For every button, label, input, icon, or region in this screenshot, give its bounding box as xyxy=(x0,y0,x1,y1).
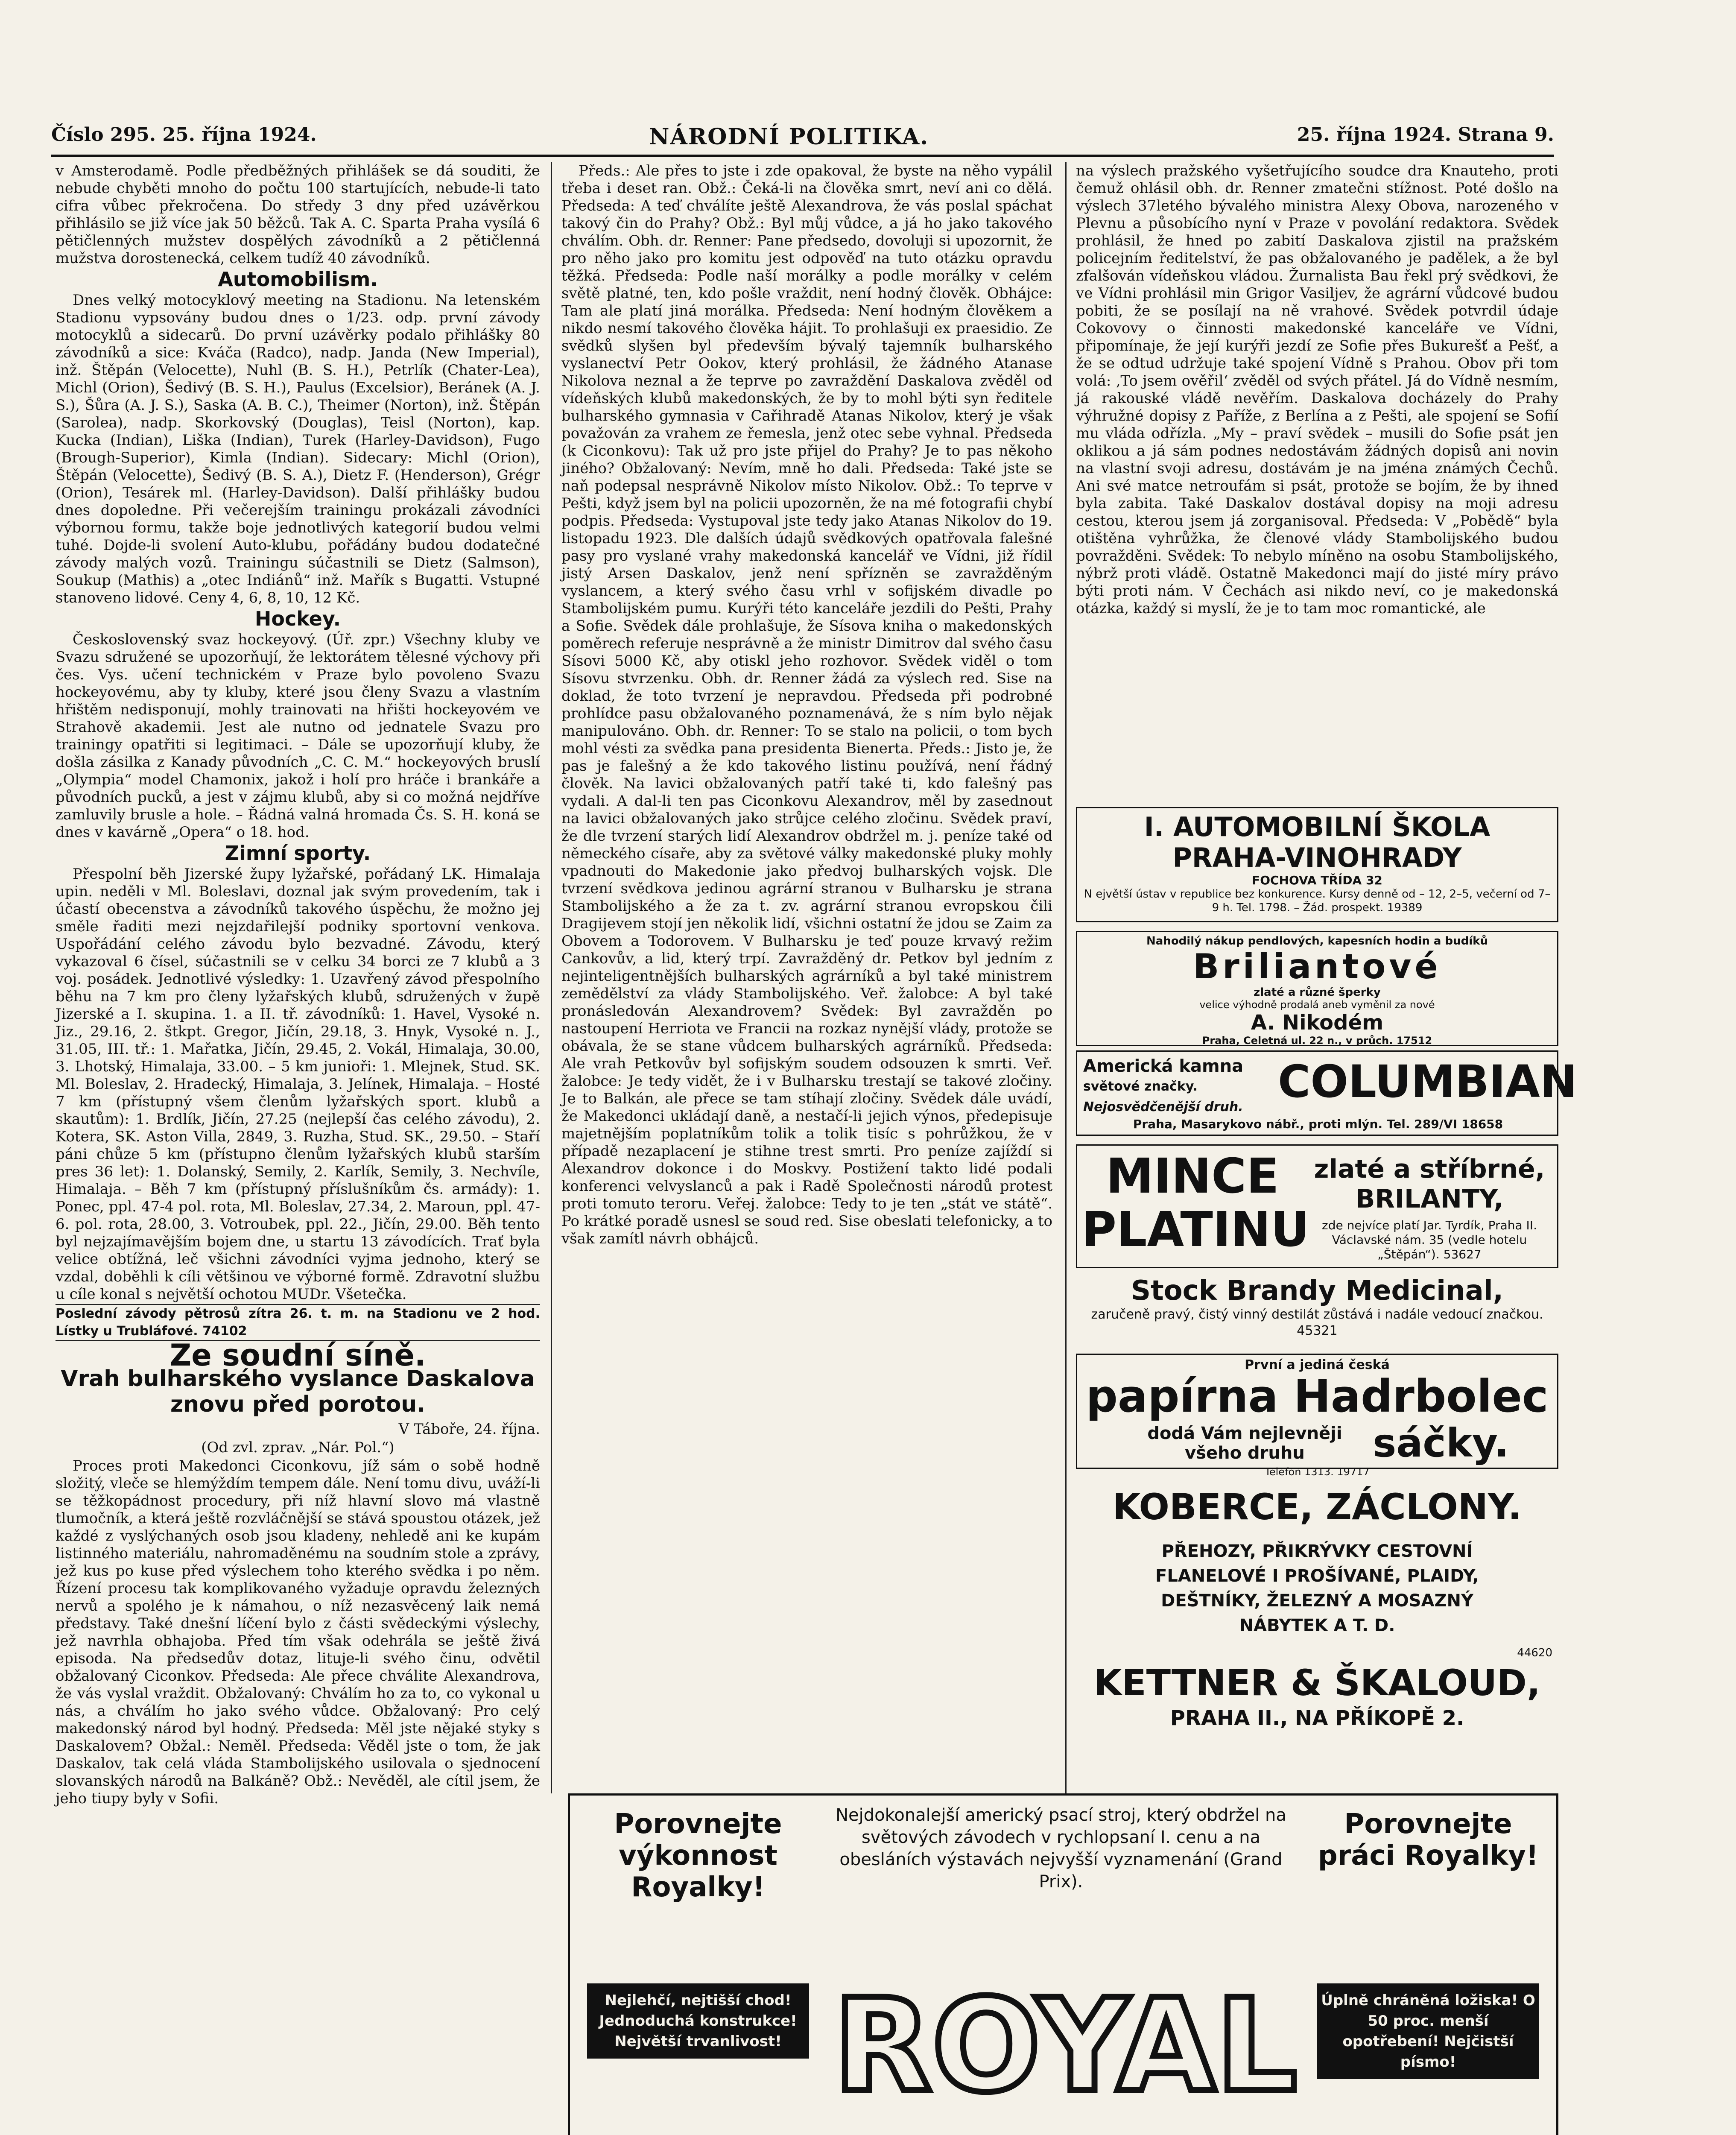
court-title: Vrah bulharského vyslance Daskalova znovu před porotou. xyxy=(61,1366,535,1417)
ad-text: zlaté a různé šperky xyxy=(1254,986,1381,999)
court-article: Proces proti Makedonci Ciconkovu, jíž sám o sobě hodně složitý, vleče se hlemýždím tempem dále. Není tomu divu, uváží-li se těžkopádnost procedury, při níž hlavní slovo má vlastně tlumočník, a která ještě rozvláčnější se stává spoustou otázek, jež každé z vyslýchaných osob jsou kladeny, nehledě ani ke kupám listinného materiálu, nahromaděnému na soudním stole a zprávy, jež kus po kuse před výslechem toho kterého svědka i po něm. Řízení procesu tak komplikovaného vyžaduje opravdu železných nervů a spolého je k námahou, o níž nezasvěcený laik nemá představy. Také dnešní líčení bylo z části svědeckými výslechy, jež navrhla obhajoba. Před tím však odehrála se ještě živá episoda. Na předsedův dotaz, lituje-li svého činu, odvětil obžalovaný Ciconkov. Předseda: Ale přece chválite Alexandrova, že vás vyslal vraždit. Obžalovaný: Chválím ho za to, co vykonal u nás, a chválím ho jako svého vůdce. Obžalovaný: Pro celý makedonský národ byl hodný. Předseda: Měl jste nějaké styky s Daskalovem? Obžal.: Neměl. Předseda: Věděl jste o tom, že jak Daskalov, tak celá vláda Stambolijského usilovala o sjednocení slovanských národů na Balkáně? Obž.: Nevěděl, ale cítil jsem, že jeho tiupy byly v Sofii. xyxy=(56,1457,540,1807)
issue-number: Číslo 295. 25. října 1924. xyxy=(51,124,317,146)
royal-logo xyxy=(809,1962,1321,2133)
ad-title: KOBERCE, ZÁCLONY. xyxy=(1113,1486,1522,1528)
ad-title: I. AUTOMOBILNÍ ŠKOLA PRAHA-VINOHRADY xyxy=(1144,811,1491,873)
ad-text: Nahodilý nákup pendlových, kapesních hodin a budíků xyxy=(1146,935,1488,948)
header-rule xyxy=(51,155,1554,157)
ad-firm: A. Nikodém xyxy=(1251,1011,1384,1035)
royal-logo-text: ROYAL xyxy=(833,1971,1298,2120)
ad-text: zde nejvíce platí Jar. Tyrdík, Praha II. Václavské nám. 35 (vedle hotelu „Štěpán“). 53627 xyxy=(1322,1218,1537,1261)
ad-brandy xyxy=(1076,1272,1558,1349)
ad-address: Praha, Masarykovo nábř., proti mlýn. Tel. 289/VI 18658 xyxy=(1133,1117,1503,1131)
motorcycle-article: Dnes velký motocyklový meeting na Stadionu. Na letenském Stadionu vypsovány budou dnes o 1/23. odp. první závody motocyklů a sidecarů. Do první uzávěrky podalo přihlášky 80 závodníků a sice: Kváča (Radco), nadp. Janda (New Imperial), inž. Štěpán (Velocette), Nuhl (B. S. H.), Petrlík (Chater-Lea), Michl (Orion), Šedivý (B. S. H.), Paulus (Excelsior), Beránek (A. J. S.), Šůra (A. J. S.), Saska (A. B. C.), Theimer (Norton), inž. Štěpán (Sarolea), nadp. Skorkovský (Douglas), Teisl (Norton), kap. Kucka (Indian), Liška (Indian), Turek (Harley-Davidson), Fugo (Brough-Superior), Kimla (Indian). Sidecary: Michl (Orion), Štěpán (Velocette), Šedivý (B. S. A.), Dietz F. (Henderson), Grégr (Orion), Tesárek ml. (Harley-Davidson). Další přihlášky budou dnes dopoledne. Při večerejším trainingu prokázali závodníci výbornou formu, takže boje jednotlivých kategorií budou velmi tuhé. Dojde-li svolení Auto-klubu, pořádány budou dodatečné závody malých vozů. Trainingu súčastnili se Dietz (Salmson), Soukup (Mathis) a „otec Indiánů“ inž. Mařík s Bugatti. Vstupné stanoveno lidové. Ceny 4, 6, 8, 10, 12 Kč. xyxy=(56,292,540,606)
ad-papirna xyxy=(1076,1354,1558,1478)
notice: Poslední závody pětrosů zítra 26. t. m. na Stadionu ve 2 hod. Lístky u Trubláfové. 74102 xyxy=(56,1304,540,1341)
hockey-article: Československý svaz hockeyový. (Úř. zpr.) Všechny kluby ve Svazu sdružené se upozorňují, že lektorátem tělesné výchovy při čes. Vys. učení technickém v Praze bylo povoleno Svazu hockeyovému, aby ty kluby, které jsou členy Svazu a vlastním hřištěm nedisponují, mohly trainovati na hřišti hockeyovém ve Strahově akademii. Jest ale nutno od jednatele Svazu pro trainingy opatřiti si legitimaci. – Dále se upozorňují kluby, že došla zásilka z Kanady původních „C. C. M.“ hockeyových bruslí „Olympia“ model Chamonix, jakož i holí pro hráče i brankáře a původních pucků, a jest v zájmu klubů, aby si co možná nejdříve zamluvily brusle a hole. – Řádná valná hromada Čs. S. H. koná se dnes v kavárně „Opera“ o 18. hod. xyxy=(56,631,540,841)
ad-address: FOCHOVA TŘÍDA 32 xyxy=(1252,873,1382,887)
column-1 xyxy=(56,162,540,2135)
page-header xyxy=(51,124,1554,154)
masthead: NÁRODNÍ POLITIKA. xyxy=(649,124,929,150)
section-heading: Automobilism. xyxy=(218,268,378,291)
ad-text: Americká kamna xyxy=(1083,1056,1244,1076)
column-3 xyxy=(1076,162,1558,760)
column-2 xyxy=(561,162,1052,1810)
section-heading: Hockey. xyxy=(254,607,341,630)
ad-title: KETTNER & ŠKALOUD, xyxy=(1094,1662,1540,1704)
ad-title: sáčky. xyxy=(1373,1420,1509,1466)
ad-address: PRAHA II., NA PŘÍKOPĚ 2. xyxy=(1170,1706,1464,1730)
ad-text: PŘEHOZY, PŘIKRÝVKY CESTOVNÍ FLANELOVÉ I PROŠÍVANÉ, PLAIDY, DEŠTNÍKY, ŽELEZNÝ A MOSAZNÝ NÁBYTEK A T. D. xyxy=(1155,1541,1479,1635)
ad-text: Nejdokonalejší americký psací stroj, který obdržel na světových závodech v rychlopsaní I. cenu a na obesláních výstavách nejvyšší vyznamenání (Grand Prix). xyxy=(836,1805,1286,1892)
ad-autoschool xyxy=(1076,807,1558,922)
marathon-article: v Amsterodamě. Podle předběžných přihlášek se dá souditi, že nebude chyběti mnoho do počtu 100 startujících, nebude-li tato cifra vůbec překročena. Do středy 3 dny před uzávěrkou přihlásilo se již více jak 50 běžců. Tak A. C. Sparta Praha vysílá 6 pětičlenných mužstev dospělých závodníků a 2 pětičlenná mužstva dorostenecká, celkem tudíž 40 závodníků. xyxy=(56,162,540,267)
ad-text: Nejosvědčenější druh. xyxy=(1083,1100,1243,1114)
ad-feature-box: Nejlehčí, nejtišší chod! Jednoduchá konstrukce! Největší trvanlivost! xyxy=(587,1983,809,2059)
ad-text: N ejvětší ústav v republice bez konkurence. Kursy denně od – 12, 2–5, večerní od 7–9 h. Tel. 1798. – Žád. prospekt. 19389 xyxy=(1084,888,1551,914)
ad-title: papírna Hadrbolec xyxy=(1086,1370,1549,1422)
ad-text: dodá Vám nejlevněji všeho druhu xyxy=(1147,1423,1342,1463)
section-heading: Zimní sporty. xyxy=(225,842,371,865)
ad-text: velice výhodně prodalá aneb vyměnil za nové xyxy=(1199,999,1435,1011)
ad-code: 44620 xyxy=(1517,1647,1552,1659)
ad-columbian xyxy=(1076,1050,1577,1136)
date-page: 25. října 1924. Strana 9. xyxy=(1297,124,1554,146)
ad-address: Praha, Celetná ul. 22 n., v průch. 17512 xyxy=(1202,1035,1432,1047)
court-article-continued: na výslech pražského vyšetřujícího soudce dra Knauteho, proti čemuž ohlásil obh. dr. Renner zmatečni stížnost. Poté došlo na výslech 37letého bývalého ministra Alexy Obova, narozeného v Plevnu a působícího nyní v Praze v povolání redaktora. Svědek prohlásil, že hned po zabití Daskalova zjistil na pražském policejním ředitelství, že pas obžalovaného je padělek, a že byl zfalšován vídeňskou vládou. Žurnalista Bau řekl prý svědkovi, že ve Vídni prohlásil min Grigor Vasiljev, že agrární vůdcové budou pobiti, že se posílají na ně vrahové. Svědek potvrdil údaje Cokovovy o činnosti makedonské kanceláře ve Vídni, připomínaje, že její kurýři jezdí ze Sofie přes Bukurešť a Pešť, a že se odtud udržuje také spojení Vídně s Prahou. Obov při tom volá: ‚To jsem ověřil‘ zvěděl od svých přátel. Já do Vídně nesmím, já rakouské vládě nevěřím. Daskalova docházely do Prahy výhružné dopisy z Paříže, z Berlína a z Pešti, ale spojení se Sofií mu vláda odřízla. „My – praví svědek – musili do Sofie psát jen oklikou a já sám podnes nedostávám žádných dopisů ani novin na vlastní svoji adresu, dostávám je na jména známých Čechů. Ani své matce netroufám si psát, protože se bojím, že by ihned byla zabita. Také Daskalov dostával dopisy na moji adresu cestou, kterou jsem já zorganisoval. Předseda: V „Pobědě“ byla otištěna vyhrůžka, že členové vlády Stambolijského budou povražděni. Svědek: To nebylo míněno na osobu Stambolijského, nýbrž proti vládě. Ostatně Makedonci mají do jisté míry právo býti proti nám. V Čechách asi nikdo neví, co je makedonská otázka, každý si myslí, že je to tam moc romantické, ale xyxy=(1076,162,1558,617)
ad-title: Stock Brandy Medicinal, xyxy=(1131,1275,1504,1307)
ad-text: První a jediná česká xyxy=(1245,1357,1390,1372)
dateline: V Táboře, 24. října. xyxy=(398,1421,540,1438)
ad-text: Telefon 1313. 19717 xyxy=(1265,1466,1370,1478)
ad-feature-box: Úplně chráněná ložiska! O 50 proc. menší opotřebení! Nejčistší písmo! xyxy=(1317,1983,1539,2079)
ad-heading: Porovnejte výkonnost Royalky! xyxy=(614,1808,782,1903)
ad-title: MINCE PLATINU xyxy=(1081,1149,1310,1258)
ad-title: Briliantové xyxy=(1193,947,1441,986)
ski-article: Přespolní běh Jizerské župy lyžařské, pořádaný LK. Himalaja upin. neděli v Ml. Boleslavi, doznal jak svým provedením, tak i účastí obecenstva a závodníků takového úspěchu, že možno jej směle řaditi mezi nejzdařilejší podniky sportovní venkova. Uspořádání celého závodu bylo bezvadné. Závodu, který vykazoval 6 čísel, súčastnili se v celku 34 borci ze 7 klubů a 3 voj. posádek. Jednotlivé výsledky: 1. Uzavřený závod přespolního běhu na 7 km pro členy lyžařských klubů, sdružených v župě Jizerské a I. skupina. 1. a II. tř. závodníků: 1. Havel, Vysoké n. Jiz., 29.16, 2. štkpt. Gregor, Jičín, 29.18, 3. Hnyk, Vysoké n. J., 31.05, III. tř.: 1. Mařatka, Jičín, 29.45, 2. Vokál, Himalaja, 30.00, 3. Lhotský, Himalaja, 33.00. – 5 km junioři: 1. Mlejnek, Stud. SK. Ml. Boleslav, 2. Hradecký, Himalaja, 3. Jelínek, Himalaja. – Hosté 7 km (přístupný všem členům lyžařských sport. klubů a skautům): 1. Brdlík, Jičín, 27.25 (nejlepší čas celého závodu), 2. Kotera, SK. Aston Villa, 2849, 3. Ruzha, Stud. SK., 29.50. – Staří páni chůze 5 km (přístupno členům lyžařských klubů starším pres 36 let): 1. Dolanský, Semily, 2. Karlík, Semily, 3. Nechvíle, Himalaja. – Běh 7 km (přístupný příslušníkům čs. armády): 1. Ponec, ppl. 47-4 pol. rota, Ml. Boleslav, 27.34, 2. Maroun, ppl. 47-6. pol. rota, 28.00, 3. Votroubek, ppl. 22., Jičín, 29.00. Běh tento byl nejzajímavějším bojem dne, u startu 13 závodících. Trať byla velice obtížná, leč všichni závodníci vyjma jednoho, který se vzdal, doběhli k cíli většinou ve výborné formě. Zdravotní službu u cíle konal s největší ochotou MUDr. Všetečka. xyxy=(56,866,540,1303)
ad-briliant xyxy=(1076,931,1558,1046)
ad-text: světové značky. xyxy=(1083,1079,1198,1094)
ad-text: zaručeně pravý, čistý vinný destilát zůstává i nadále vedoucí značkou. 45321 xyxy=(1091,1307,1543,1338)
column-divider xyxy=(551,162,552,1793)
court-heading: Ze soudní síně. xyxy=(170,1338,426,1373)
column-divider xyxy=(1065,162,1067,1793)
source-note: (Od zvl. zprav. „Nár. Pol.“) xyxy=(201,1439,395,1456)
ad-mince xyxy=(1076,1144,1558,1268)
ad-royal xyxy=(568,1793,1558,2135)
ad-kettner xyxy=(1076,1477,1558,1785)
ad-title: COLUMBIAN xyxy=(1278,1056,1577,1108)
court-article-continued: Předs.: Ale přes to jste i zde opakoval, že byste na něho vypálil třeba i deset ran. Obž.: Čeká-li na člověka smrt, neví ani co dělá. Předseda: A teď chválíte ještě Alexandrova, že vás poslal spáchat takový čin do Prahy? Obž.: Byl můj vůdce, a já ho jako takového chválím. Obh. dr. Renner: Pane předsedo, dovoluji si upozornit, že pro něho jako pro komitu jest odpověď na tuto otázku opravdu těžká. Předseda: Podle naší morálky a podle morálky v celém světě platné, ten, kdo pošle vraždit, není hodný člověk. Obhájce: Tam ale platí jiná morálka. Předseda: Není hodným člověkem a nikdo nesmí takového člověka hájit. To prohlašuji ex praesidio. Ze svědků slyšen byl především bývalý tajemník bulharského vyslanectví Petr Ookov, který prohlásil, že žádného Atanase Nikolova neznal a že teprve po zavraždění Daskalova zvěděl od vídeňských klubů makedonských, že by to mohl býti syn ředitele bulharského gymnasia v Cařihradě Atanas Nikolov, který je však považován za vrahem ze řemesla, jenž otec sebe vyhnal. Předseda (k Ciconkovu): Tak už pro jste přijel do Prahy? Je to pas někoho jiného? Obžalovaný: Nevím, mně ho dali. Předseda: Také jste se naň podepsal nesprávně Nikolov místo Nikolov. Obž.: To teprve v Pešti, když jsem byl na policii upozorněn, že na mé fotografii chybí podpis. Předseda: Vystupoval jste tedy jako Atanas Nikolov do 19. listopadu 1923. Dle dalších údajů svědkových opatřovala falešné pasy pro vyslané vrahy makedonská kancelář ve Vídni, již řídil jistý Arsen Daskalov, jenž není spřízněn se zavražděným vyslancem, a který svého času vrhl v sofijském divadle po Stambolijském pumu. Kurýři této kanceláře jezdili do Pešti, Prahy a Sofie. Svědek dále prohlašuje, že Sísova kniha o makedonských poměrech referuje nesprávně a že ministr Dimitrov dal svého času Sísovi 5000 Kč, aby otiskl jeho rozhovor. Svědek viděl o tom Sísovu stvrzenku. Obh. dr. Renner žádá za výslech red. Sise na doklad, že toto tvrzení je nepravdou. Předseda při podrobné prohlídce pasu obžalovaného poznamenává, že s ním bylo nějak manipulováno. Obh. dr. Renner: To se stalo na policii, o tom bych mohl vésti za svědka pana presidenta Bienerta. Předs.: Jisto je, že pas je falešný a že kdo takového listinu používá, není řádný člověk. Na lavici obžalovaných patří také ti, kdo falešný pas vydali. A dal-li ten pas Ciconkovu Alexandrov, měl by zasednout na lavici obžalovaných jako strůjce celého zločinu. Svědek praví, že dle tvrzení starých lidí Alexandrov obdržel m. j. peníze také od německého císaře, aby za světové války makedonské pluky mohly vpadnouti do Makedonie jako předvoj bulharských vojsk. Dle tvrzení svědkova jedinou agrární stranou v Bulharsku je strana Stambolijského a že za t. zv. agrární stranou evropskou čili Dragijevem stojí jen několik lidí, všichni ostatní že jdou se Zaim za Obovem a Todorovem. V Bulharsku je teď pouze krvavý režim Cankovův, a lid, který trpí. Zavražděný dr. Petkov byl jedním z nejinteligentnějších bulharských agrárníků a byl také ministrem zemědělství za vlády Stambolijského. Veř. žalobce: A byl také pronásledován Alexandrovem? Svědek: Byl zavražděn po nastoupení Herriota ve Francii na rozkaz nynější vlády, protože se obávala, že se stane vůdcem bulharských agrárníků. Předseda: Ale vrah Petkovův byl sofijským soudem odsouzen k smrti. Veř. žalobce: Je tedy vidět, že i v Bulharsku trestají se takové zločiny. Je to Balkán, ale přece se tam stíhají zločiny. Svědek dále uvádí, že Makedonci ukládají daně, a nestačí-li jejich výnos, předepisuje majetnějším poplatníkům tolik a tolik tisíc s pohrůžkou, že v případě nezaplacení je stihne trest smrti. Pro peníze zajíždí si Alexandrov dokonce i do Moskvy. Postižení takto lidé podali konferenci velvyslanců a pak i Radě Společnosti národů protest proti tomuto teroru. Veřej. žalobce: Tedy to je ten „stát ve státě“. Po krátké poradě usnesl se soud red. Sise obeslati telefonicky, a to však zamítl návrh obhájců. xyxy=(561,162,1052,1247)
ad-text: zlaté a stříbrné, BRILANTY, xyxy=(1314,1154,1545,1214)
ad-heading: Porovnejte práci Royalky! xyxy=(1318,1808,1539,1872)
